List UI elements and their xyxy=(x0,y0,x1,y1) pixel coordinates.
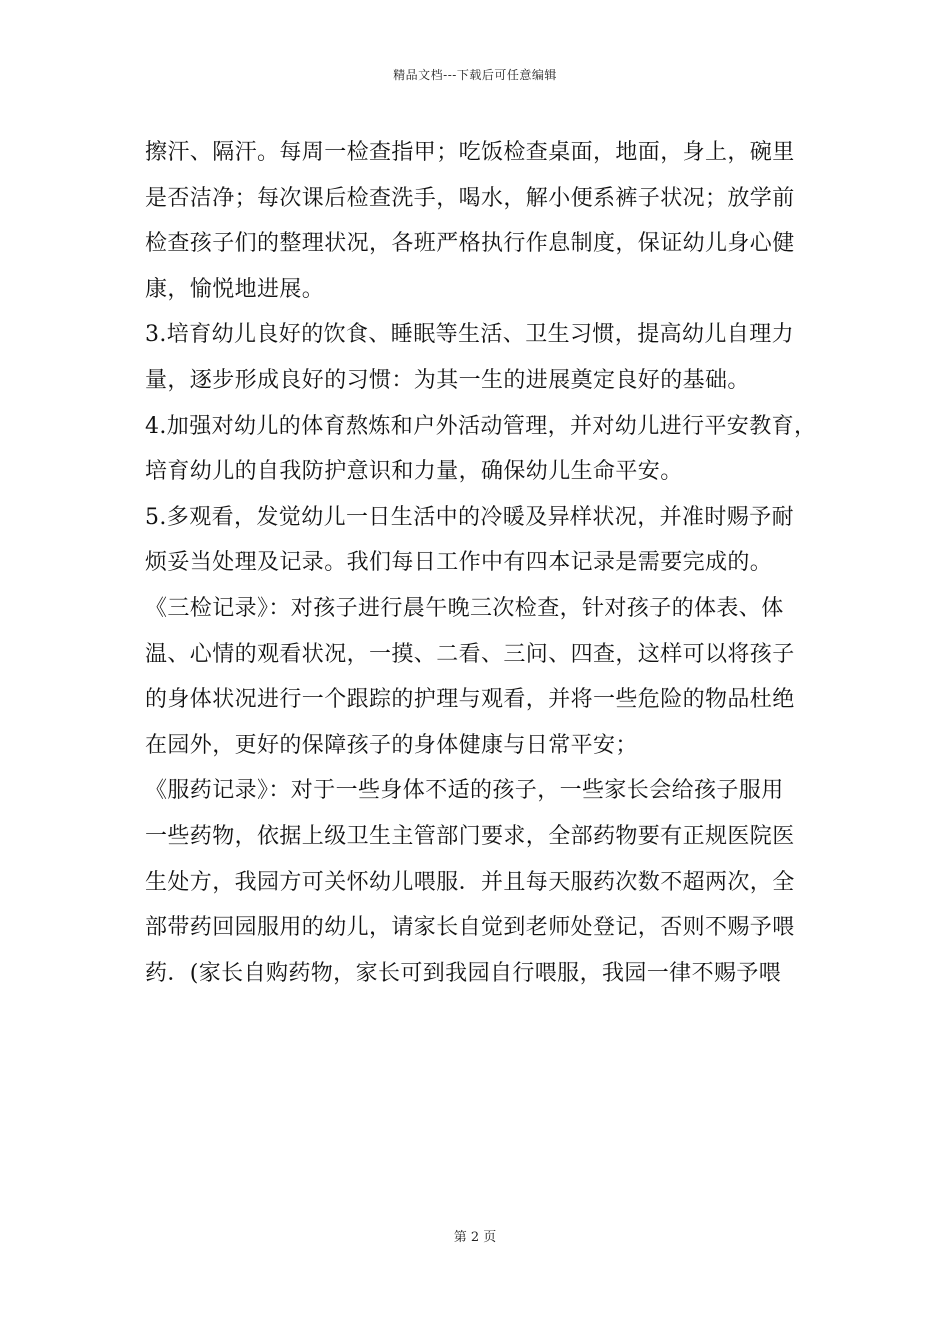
text-line: 5.多观看，发觉幼儿一日生活中的冷暖及异样状况，并准时赐予耐 xyxy=(145,504,794,530)
text-line: 生处方，我园方可关怀幼儿喂服．并且每天服药次数不超两次，全 xyxy=(145,869,795,895)
text-line: 检查孩子们的整理状况，各班严格执行作息制度，保证幼儿身心健 xyxy=(145,231,795,257)
text-line: 是否洁净；每次课后检查洗手，喝水，解小便系裤子状况；放学前 xyxy=(145,185,795,211)
text-line: 《三检记录》：对孩子进行晨午晚三次检查，针对孩子的体表、体 xyxy=(145,595,784,621)
text-line: 的身体状况进行一个跟踪的护理与观看，并将一些危险的物品杜绝 xyxy=(145,687,795,713)
text-line: 《服药记录》：对于一些身体不适的孩子，一些家长会给孩子服用 xyxy=(145,778,784,804)
text-line: 擦汗、隔汗。每周一检查指甲；吃饭检查桌面，地面，身上，碗里 xyxy=(145,140,795,165)
text-line: 量，逐步形成良好的习惯：为其一生的进展奠定良好的基础。 xyxy=(145,367,750,393)
document-body xyxy=(145,130,815,996)
text-line: 4.加强对幼儿的体育熬炼和户外活动管理，并对幼儿进行平安教育， xyxy=(145,413,817,439)
text-line: 培育幼儿的自我防护意识和力量，确保幼儿生命平安。 xyxy=(145,459,683,485)
text-line: 温、心情的观看状况，一摸、二看、三问、四查，这样可以将孩子 xyxy=(145,641,795,667)
text-line: 康，愉悦地进展。 xyxy=(145,276,325,302)
text-line: 3.培育幼儿良好的饮食、睡眠等生活、卫生习惯，提高幼儿自理力 xyxy=(145,322,794,348)
text-line: 药．(家长自购药物，家长可到我园自行喂服，我园一律不赐予喂 xyxy=(145,960,782,986)
text-line: 烦妥当处理及记录。我们每日工作中有四本记录是需要完成的。 xyxy=(145,550,773,576)
page-number: 第 2 页 xyxy=(453,1230,497,1245)
page-header: 精品文档---下载后可任意编辑 xyxy=(393,68,557,82)
text-line: 部带药回园服用的幼儿，请家长自觉到老师处登记，否则不赐予喂 xyxy=(145,915,795,941)
text-line: 一些药物，依据上级卫生主管部门要求，全部药物要有正规医院医 xyxy=(145,823,795,849)
text-line: 在园外，更好的保障孩子的身体健康与日常平安； xyxy=(145,732,638,758)
